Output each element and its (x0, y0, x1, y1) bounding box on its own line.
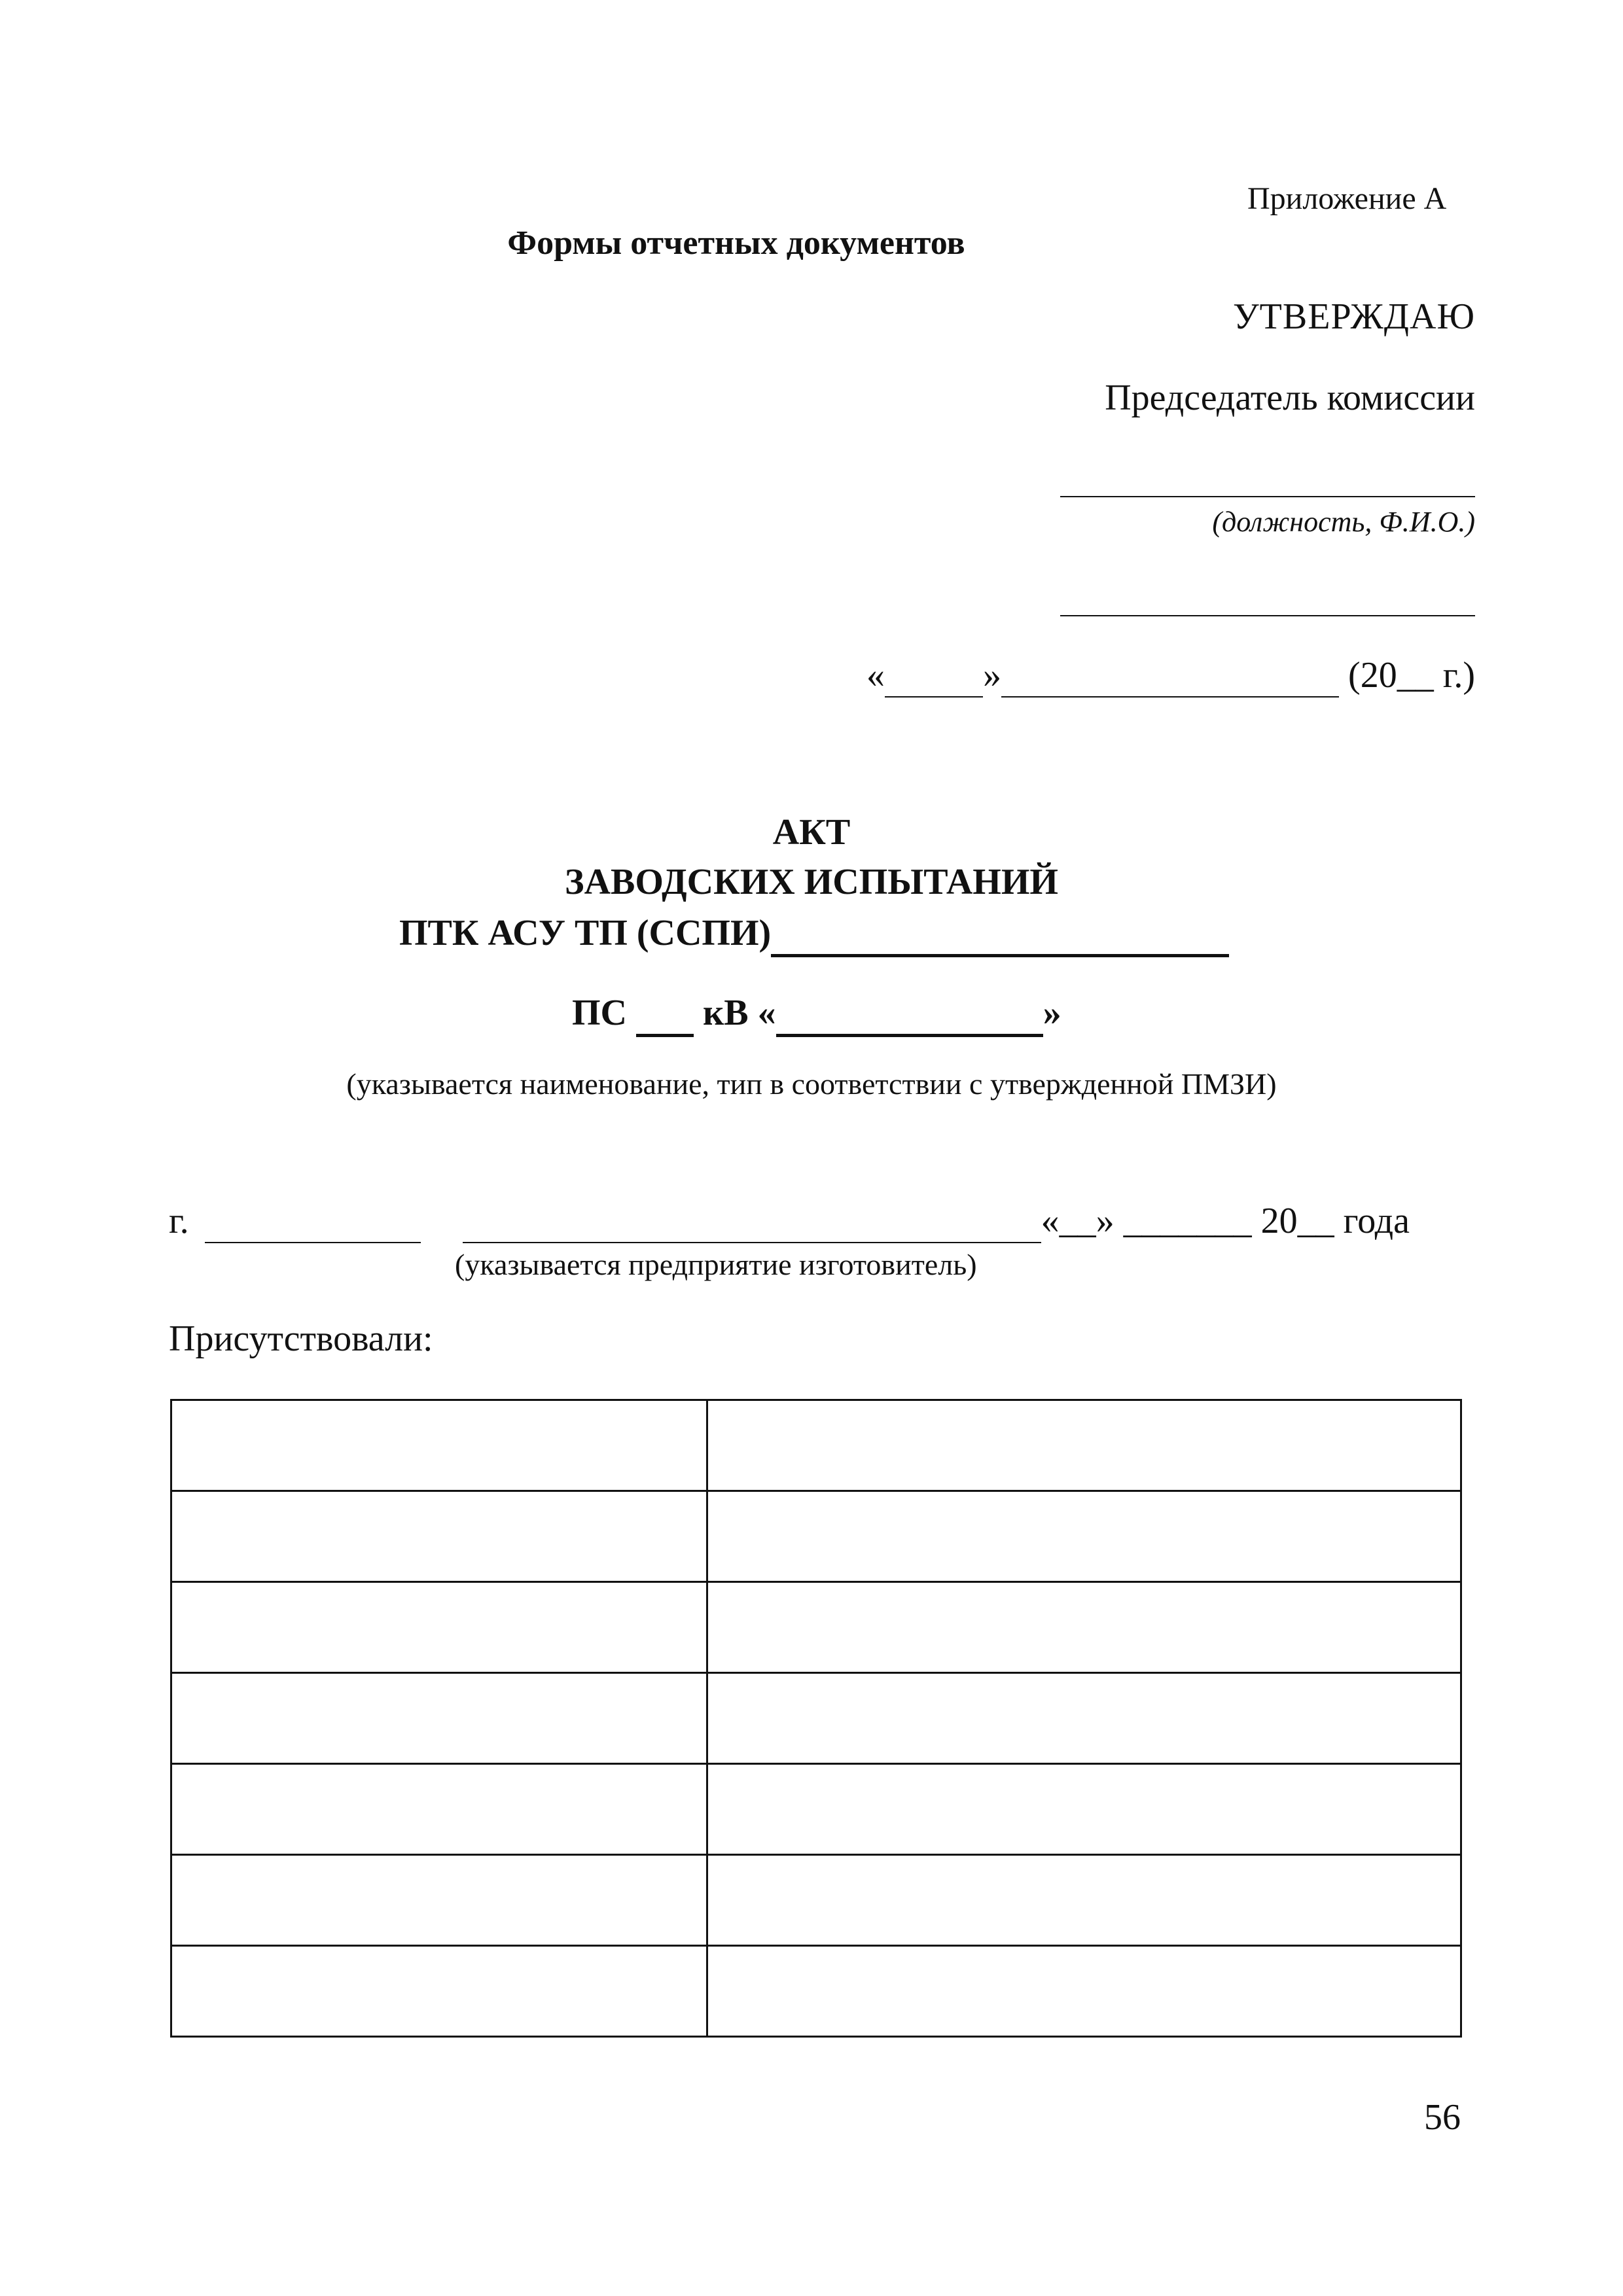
ps-suffix: » (1043, 993, 1061, 1033)
participant-position-cell[interactable] (171, 1582, 707, 1673)
day-blank[interactable] (885, 654, 983, 698)
page-number: 56 (1424, 2097, 1461, 2138)
participant-position-cell[interactable] (171, 1400, 707, 1491)
signature-line[interactable] (1060, 615, 1475, 616)
participant-name-cell[interactable] (707, 1855, 1461, 1946)
city-prefix: г. (169, 1201, 189, 1241)
table-row (171, 1764, 1461, 1855)
participant-name-cell[interactable] (707, 1673, 1461, 1764)
approve-label: УТВЕРЖДАЮ (1233, 296, 1475, 337)
participant-name-cell[interactable] (707, 1400, 1461, 1491)
kv-label: кВ « (703, 993, 776, 1033)
month-blank[interactable] (1001, 654, 1339, 698)
act-subtitle: ЗАВОДСКИХ ИСПЫТАНИЙ (565, 862, 1058, 902)
table-row (171, 1582, 1461, 1673)
substation-line (572, 992, 1061, 1037)
participants-table (170, 1399, 1462, 2038)
chairman-label: Председатель комиссии (1105, 378, 1475, 418)
participant-name-cell[interactable] (707, 1946, 1461, 2037)
act-title: АКТ (772, 812, 851, 853)
date-open-quote: « (866, 655, 885, 696)
signature-caption: (должность, Ф.И.О.) (1212, 506, 1475, 538)
city-blank[interactable] (205, 1200, 421, 1243)
participant-name-cell[interactable] (707, 1764, 1461, 1855)
present-label: Присутствовали: (169, 1318, 433, 1359)
ptk-label: ПТК АСУ ТП (ССПИ) (399, 913, 772, 953)
position-signature-line[interactable] (1060, 496, 1475, 497)
voltage-blank[interactable] (636, 992, 694, 1037)
manufacturer-note: (указывается предприятие изготовитель) (455, 1248, 977, 1281)
table-row (171, 1855, 1461, 1946)
table-row (171, 1400, 1461, 1491)
participant-position-cell[interactable] (171, 1764, 707, 1855)
date-close-quote: » (983, 655, 1002, 696)
participant-name-cell[interactable] (707, 1491, 1461, 1582)
name-note: (указывается наименование, тип в соответствии с утвержденной ПМЗИ) (346, 1067, 1277, 1101)
ptk-line (399, 912, 1229, 957)
appendix-label: Приложение А (1247, 181, 1447, 216)
table-row (171, 1673, 1461, 1764)
ps-prefix: ПС (572, 993, 627, 1033)
participant-position-cell[interactable] (171, 1491, 707, 1582)
participant-position-cell[interactable] (171, 1946, 707, 2037)
participant-position-cell[interactable] (171, 1855, 707, 1946)
manufacturer-blank[interactable] (463, 1200, 1041, 1243)
ptk-blank[interactable] (771, 912, 1229, 957)
city-date-line (169, 1200, 1410, 1243)
forms-title: Формы отчетных документов (507, 224, 965, 262)
approval-date (866, 654, 1475, 698)
act-date: «__» _______ 20__ года (1041, 1201, 1410, 1241)
table-row (171, 1491, 1461, 1582)
participant-position-cell[interactable] (171, 1673, 707, 1764)
participant-name-cell[interactable] (707, 1582, 1461, 1673)
substation-name-blank[interactable] (776, 992, 1043, 1037)
table-row (171, 1946, 1461, 2037)
date-year: (20__ г.) (1348, 655, 1475, 696)
